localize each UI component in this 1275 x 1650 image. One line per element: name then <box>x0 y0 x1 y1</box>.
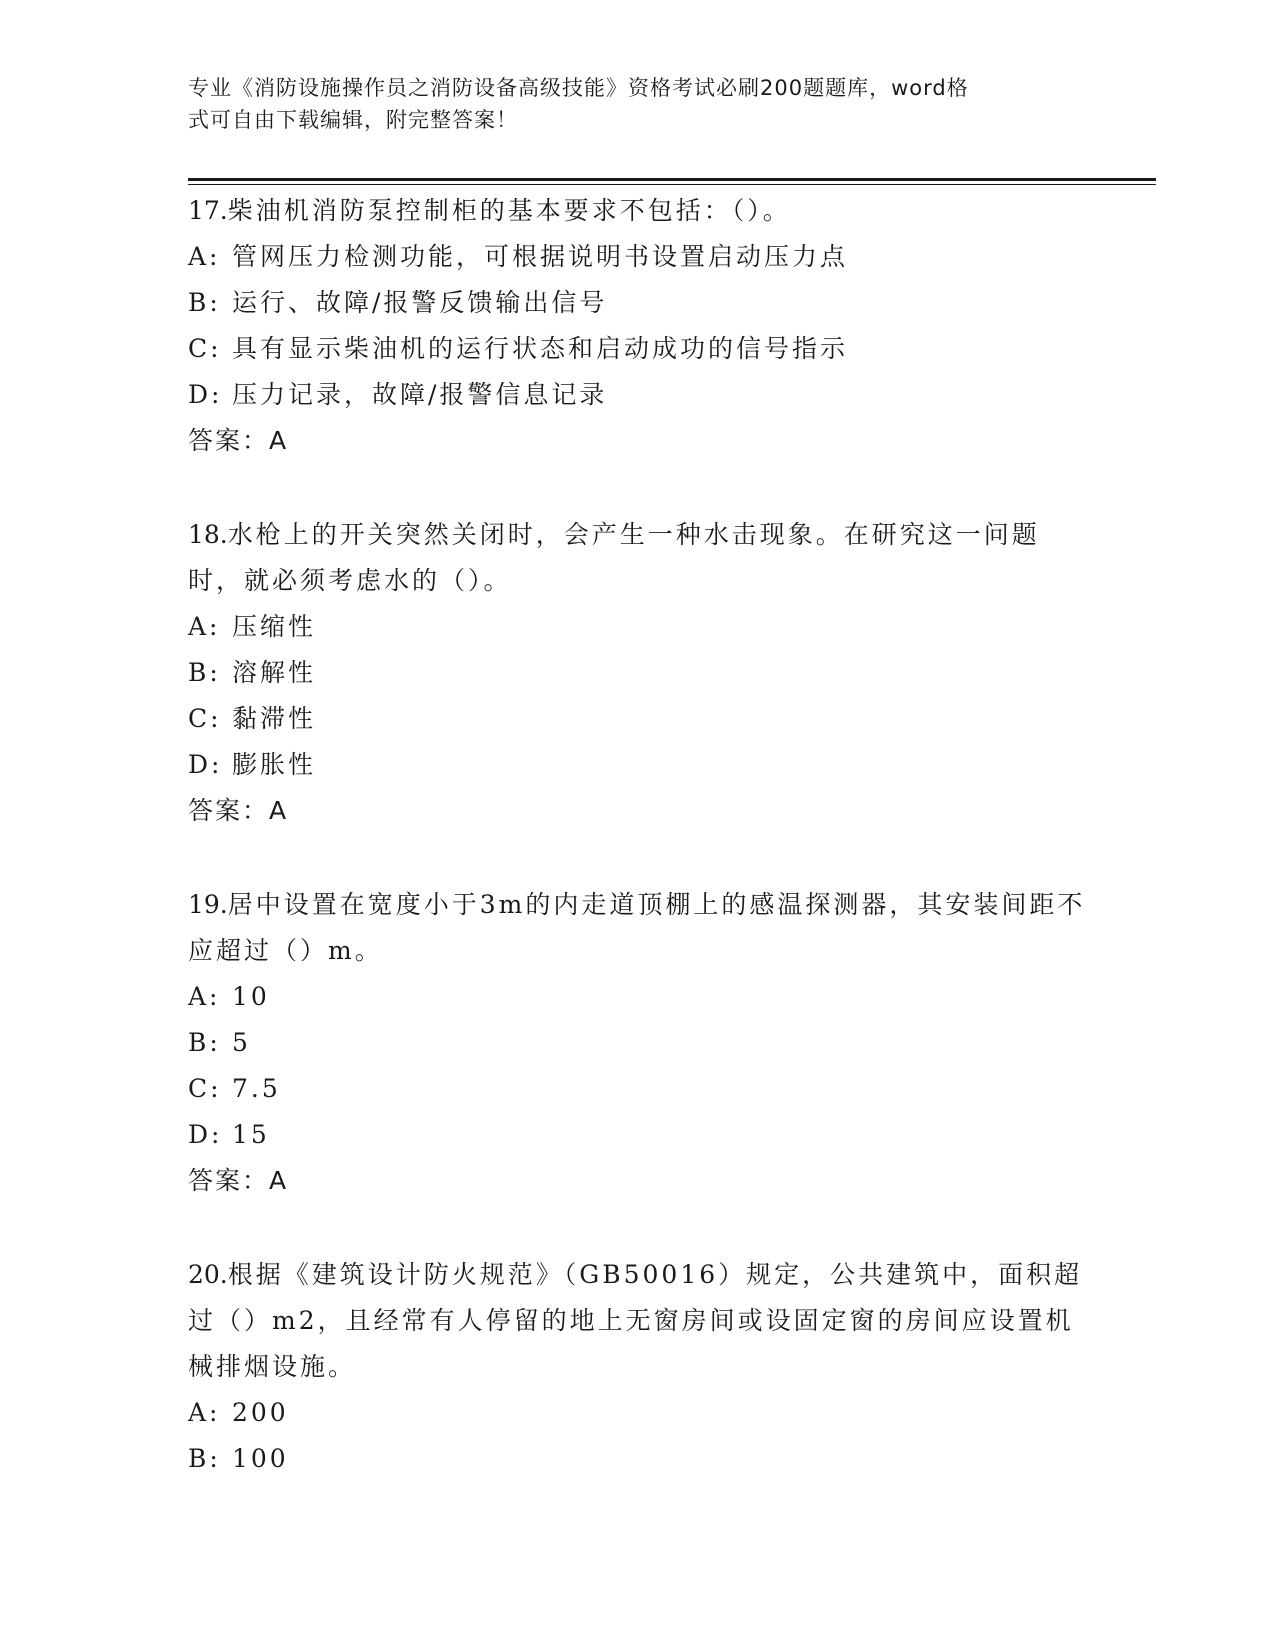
option-text: 压力记录，故障/报警信息记录 <box>232 380 608 409</box>
option-text: 压缩性 <box>232 612 317 641</box>
question-17 <box>188 188 1088 464</box>
option-a <box>188 974 1088 1020</box>
option-text: 5 <box>232 1028 251 1057</box>
option-text: 运行、故障/报警反馈输出信号 <box>232 288 608 317</box>
question-number: 17. <box>188 196 228 225</box>
question-text: 根据《建筑设计防火规范》（GB50016）规定，公共建筑中，面积超过（）m2，且经常有人停留的地上无窗房间或设固定窗的房间应设置机械排烟设施。 <box>188 1260 1083 1381</box>
answer-line: 答案：A <box>188 796 289 825</box>
question-stem <box>188 188 1088 234</box>
option-label: B: <box>188 288 221 317</box>
option-label: A: <box>188 1398 221 1427</box>
option-label: C: <box>188 1074 222 1103</box>
question-text: 居中设置在宽度小于3m的内走道顶棚上的感温探测器，其安装间距不应超过（）m。 <box>188 890 1086 965</box>
option-label: C: <box>188 334 222 363</box>
answer-line: 答案：A <box>188 1166 289 1195</box>
option-label: B: <box>188 1444 221 1473</box>
header-line-1: 专业《消防设施操作员之消防设备高级技能》资格考试必刷200题题库，word格 <box>188 76 969 100</box>
option-c <box>188 326 1088 372</box>
question-number: 19. <box>188 890 228 919</box>
option-text: 膨胀性 <box>232 750 317 779</box>
option-label: C: <box>188 704 222 733</box>
question-20 <box>188 1252 1088 1482</box>
option-b <box>188 280 1088 326</box>
option-label: A: <box>188 242 221 271</box>
option-text: 具有显示柴油机的运行状态和启动成功的信号指示 <box>232 334 849 363</box>
option-text: 黏滞性 <box>232 704 317 733</box>
question-text: 水枪上的开关突然关闭时，会产生一种水击现象。在研究这一问题时，就必须考虑水的（）。 <box>188 520 1040 595</box>
option-c <box>188 1066 1088 1112</box>
option-text: 溶解性 <box>232 658 317 687</box>
option-label: A: <box>188 982 221 1011</box>
option-b <box>188 1020 1088 1066</box>
option-text: 100 <box>232 1444 289 1473</box>
document-header <box>188 72 1068 136</box>
option-text: 管网压力检测功能，可根据说明书设置启动压力点 <box>232 242 849 271</box>
header-line-2: 式可自由下载编辑，附完整答案！ <box>188 108 518 132</box>
option-label: B: <box>188 1028 221 1057</box>
option-d <box>188 372 1088 418</box>
option-d <box>188 1112 1088 1158</box>
option-d <box>188 742 1088 788</box>
option-b <box>188 650 1088 696</box>
option-b <box>188 1436 1088 1482</box>
question-number: 18. <box>188 520 228 549</box>
option-a <box>188 234 1088 280</box>
option-a <box>188 604 1088 650</box>
option-text: 7.5 <box>232 1074 281 1103</box>
question-18 <box>188 512 1088 834</box>
option-c <box>188 696 1088 742</box>
option-text: 10 <box>232 982 270 1011</box>
question-stem <box>188 512 1088 604</box>
option-label: D: <box>188 750 223 779</box>
question-number: 20. <box>188 1260 228 1289</box>
option-text: 200 <box>232 1398 289 1427</box>
answer-line: 答案：A <box>188 426 289 455</box>
option-a <box>188 1390 1088 1436</box>
option-label: D: <box>188 380 223 409</box>
header-divider-thin <box>188 184 1156 185</box>
option-text: 15 <box>232 1120 270 1149</box>
header-divider-thick <box>188 178 1156 181</box>
question-stem <box>188 882 1088 974</box>
question-text: 柴油机消防泵控制柜的基本要求不包括：（）。 <box>227 196 791 225</box>
question-19 <box>188 882 1088 1204</box>
option-label: A: <box>188 612 221 641</box>
question-list <box>188 188 1088 1530</box>
option-label: D: <box>188 1120 223 1149</box>
option-label: B: <box>188 658 221 687</box>
question-stem <box>188 1252 1088 1390</box>
